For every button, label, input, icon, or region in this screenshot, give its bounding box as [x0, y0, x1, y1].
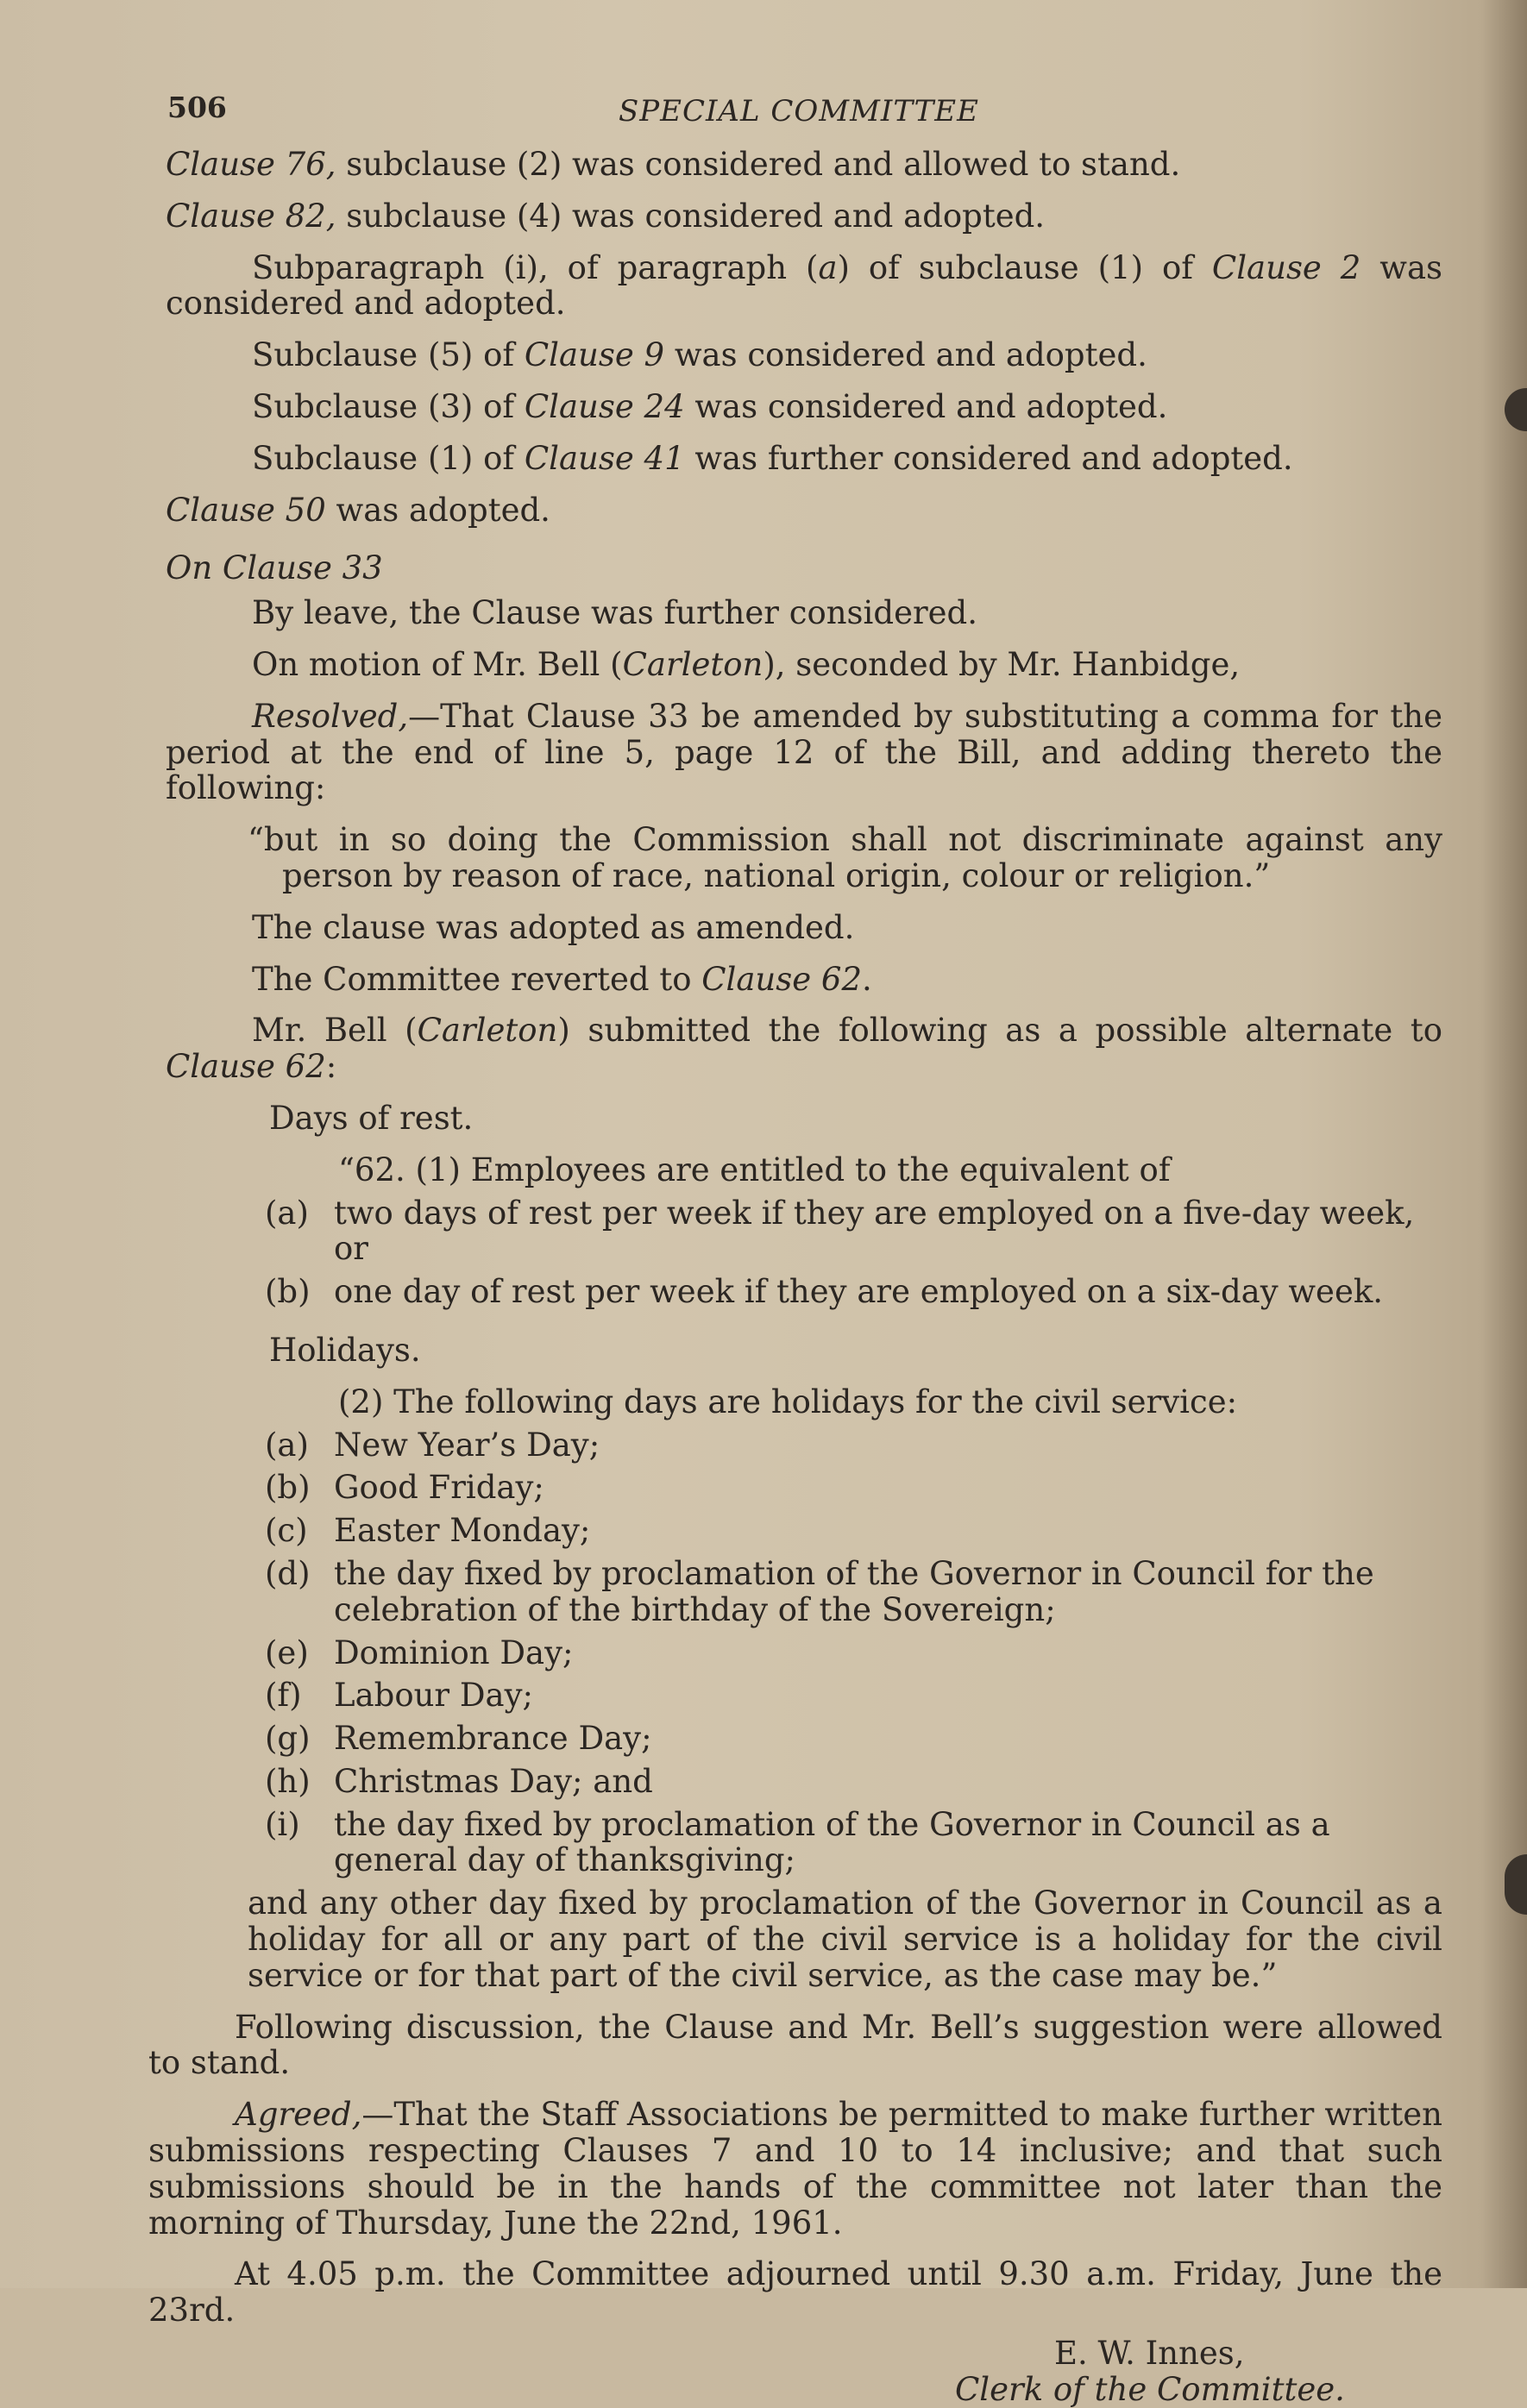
list-item: (b) one day of rest per week if they are employed on a six-day week. [265, 1273, 1384, 1311]
marginal-heading: Days of rest. [269, 1099, 474, 1137]
binding-edge-mark [1505, 388, 1527, 431]
paragraph: Following discussion, the Clause and Mr. Bell’s suggestion were allowed to stand. [148, 2008, 1442, 2082]
paragraph: On motion of Mr. Bell (Carleton), seconded by Mr. Hanbidge, [252, 645, 1241, 683]
paragraph: (2) The following days are holidays for the civil service: [338, 1383, 1238, 1420]
rest-list [148, 1195, 1442, 1310]
paragraph: At 4.05 p.m. the Committee adjourned until 9.30 a.m. Friday, June the 23rd. [148, 2255, 1442, 2330]
binding-edge-mark [1505, 1854, 1527, 1915]
paragraph: Clause 82, subclause (4) was considered and adopted. [166, 197, 1046, 235]
paragraph: Subclause (1) of Clause 41 was further considered and adopted. [252, 439, 1293, 477]
paragraph: Subclause (3) of Clause 24 was considered and adopted. [252, 387, 1168, 425]
paragraph: Subparagraph (i), of paragraph (a) of subclause (1) of Clause 2 was considered and adopted. [166, 248, 1443, 323]
list-item: (f) Labour Day; [265, 1677, 533, 1715]
marginal-heading: Holidays. [269, 1331, 421, 1369]
paragraph: Mr. Bell (Carleton) submitted the following as a possible alternate to Clause 62: [166, 1012, 1442, 1086]
page-header [148, 86, 1442, 147]
list-item: (a) New Year’s Day; [265, 1426, 600, 1464]
paragraph: Agreed,—That the Staff Associations be permitted to make further written submissions respecting Clauses 7 and 10 to 14 inclusive; and that such submissions should be in the hands of the committee not later than the morning of Thursday, June the 22nd, 1961. [148, 2096, 1442, 2242]
list-item: (e) Dominion Day; [265, 1634, 574, 1671]
list-item: (b) Good Friday; [265, 1469, 544, 1507]
paragraph: The clause was adopted as amended. [252, 908, 855, 946]
paragraph: By leave, the Clause was further considered. [252, 594, 977, 632]
list-item: (g) Remembrance Day; [265, 1720, 652, 1758]
quoted-amendment: “but in so doing the Commission shall not discriminate against any person by reason of race, national origin, colour or religion.” [248, 821, 1442, 894]
paragraph: The Committee reverted to Clause 62. [252, 960, 872, 998]
list-item: (c) Easter Monday; [265, 1512, 591, 1550]
paragraph: “62. (1) Employees are entitled to the equivalent of [338, 1151, 1171, 1188]
list-item: (h) Christmas Day; and [265, 1762, 653, 1800]
signature-name: E. W. Innes, [1054, 2335, 1245, 2373]
list-item: (i) the day fixed by proclamation of the Governor in Council as a general day of thanksgiving; [265, 1805, 1330, 1879]
signature-title: Clerk of the Committee. [955, 2370, 1345, 2408]
paragraph: Resolved,—That Clause 33 be amended by substituting a comma for the period at the end of line 5, page 12 of the Bill, and adding thereto the following: [166, 697, 1442, 807]
paragraph: and any other day fixed by proclamation of the Governor in Council as a holiday for all or any part of the civil service is a holiday for the civil service or for that part of the civil service, as the case may be.” [248, 1884, 1442, 1994]
list-item: (d) the day fixed by proclamation of the Governor in Council for the celebration of the birthday of the Sovereign; [265, 1554, 1374, 1628]
page-content [148, 86, 1442, 2408]
section-heading: On Clause 33 [166, 549, 383, 587]
list-item: (a) two days of rest per week if they are employed on a five-day week, or [265, 1194, 1415, 1268]
paragraph: Clause 76, subclause (2) was considered and allowed to stand. [166, 146, 1181, 183]
holiday-list [148, 1427, 1442, 1879]
paragraph: Clause 50 was adopted. [166, 491, 550, 529]
paragraph: Subclause (5) of Clause 9 was considered and adopted. [252, 336, 1147, 374]
page-number: 506 [167, 91, 227, 124]
running-title: SPECIAL COMMITTEE [619, 94, 979, 129]
